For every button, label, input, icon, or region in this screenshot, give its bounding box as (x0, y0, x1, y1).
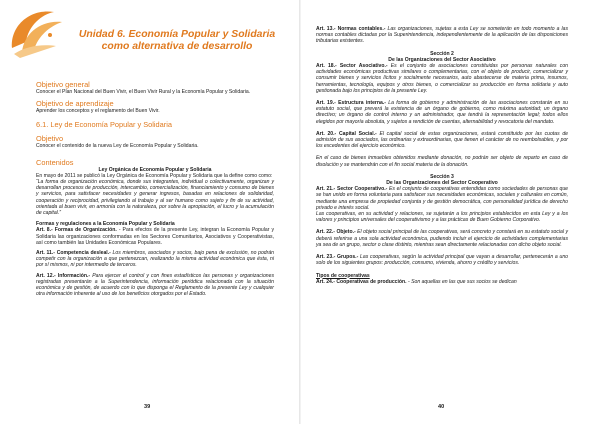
disolucion-text: En el caso de bienes inmuebles obtenidos mediante donación, no podrán ser objeto de reparto en caso de disolución y se mantendrán con el fin social materia de la donación. (316, 155, 568, 168)
art8-text: - Para efectos de la presente Ley, integran la Economía Popular y Solidaria las organizaciones conformadas en los Sectores Comunitarios, Asociativos y Cooperativistas, así como también las Unidades Económicas Populares. (36, 227, 274, 246)
art20-label: Art. 20.- Capital Social.- (316, 130, 377, 137)
art19-label: Art. 19.- Estructura interna.- (316, 100, 386, 107)
sec3-title: Sección 3 (430, 173, 454, 180)
art8-label: Art. 8.- Formas de Organización. (36, 227, 117, 234)
section-heading: 6.1. Ley de Economía Popular y Solidaria (36, 120, 172, 130)
art12-text: Para ejercer el control y con fines estadísticos las personas y organizaciones registradas presentarán a la Superintendencia, información periódica relacionada con la situación económica y de gestión, de acuerdo con lo que disponga el Reglamento de la presente Ley y cualquier otra información inherente al uso de los beneficios otorgados por el Estado. (36, 272, 274, 298)
art20-paragraph (316, 131, 568, 150)
art18-text: Es el conjunto de asociaciones constituidas por personas naturales con actividades económicas productivas similares o complementarias, con el objeto de producir, comercializar y consumir bienes y servicios lícitos y socialmente necesarios, auto abastecerse de materia prima, insumos, herramientas, tecnología, equipos y otros bienes, o comercializar su producción en forma solidaria y auto gestionada bajo los principios de la presente Ley. (316, 63, 568, 94)
unit-title-line1: Unidad 6. Economía Popular y Solidaria (78, 29, 276, 40)
art11-label: Art. 11.- Competencia desleal.- (36, 250, 111, 257)
page-number-right: 40 (438, 404, 445, 410)
unit-title-line2: como alternativa de desarrollo (101, 41, 253, 52)
intro-text: En mayo de 2011 se publicó la Ley Orgánica de Economía Popular y Solidaria que la define como como: (36, 172, 273, 179)
decorative-swirl-icon (6, 2, 70, 60)
right-page (300, 0, 600, 424)
ley-title: Ley Orgánica de Economía Popular y Solidaria (98, 166, 212, 173)
sec3-subtitle: De las Organizaciones del Sector Cooperativo (386, 180, 498, 187)
art12-label: Art. 12.- Información.- (36, 272, 91, 279)
art19-text: La forma de gobierno y administración de las asociaciones constarán en su estatuto social, que preverá la existencia de un órgano de gobierno, como máxima autoridad; un órgano directivo; un órgano de control interno y un administrador, que tendrá la representación legal; todos ellos elegidos por mayoría absoluta, y sujetos a rendición de cuentas, alternabilidad y revocatoria del mandato. (316, 100, 568, 125)
page-number-left: 39 (144, 404, 151, 410)
art24-paragraph (316, 279, 568, 285)
art8-paragraph (36, 227, 274, 246)
art11-text: Los miembros, asociados y socios, bajo pena de exclusión, no podrán competir con la organización a que pertenezcan, realizando la misma actividad económica que ésta, ni por sí mismos, ni por intermedio de terceros. (36, 250, 274, 269)
art23-paragraph (316, 254, 568, 266)
formas-heading: Formas y regulaciones a la Economía Popular y Solidaria (36, 221, 175, 228)
art22-label: Art. 22.- Objeto.- (316, 229, 356, 236)
objetivo-aprendizaje-heading: Objetivo de aprendizaje (36, 99, 114, 109)
art24-label: Art. 24.- Cooperativas de producción. (316, 278, 407, 285)
art13-paragraph (316, 26, 568, 45)
art21-label: Art. 21.- Sector Cooperativo.- (316, 186, 388, 193)
art18-paragraph (316, 63, 568, 94)
art21-paragraph (316, 186, 568, 211)
objetivo-aprendizaje-text: Aprender los conceptos y el reglamento del Buen Vivir. (36, 108, 160, 115)
objetivo-general-text: Conocer el Plan Nacional del Buen Vivir, el Buen Vivir Rural y la Economía Popular y Solidaria. (36, 89, 251, 95)
art21-text: Es el conjunto de cooperativas entendidas como sociedades de personas que se han unido en forma voluntaria para satisfacer sus necesidades económicas, sociales y culturales en común, mediante una empresa de propiedad conjunta y de gestión democrática, con personalidad jurídica de derecho privado e interés social. (316, 186, 568, 211)
art22-paragraph (316, 229, 568, 248)
objetivo-general-heading: Objetivo general (36, 80, 90, 89)
objetivo-text: Conocer el contenido de la nueva Ley de Economía Popular y Solidaria. (36, 143, 199, 150)
art24-text: - Son aquellas en las que sus socios se dedican (406, 278, 517, 285)
art19-paragraph (316, 100, 568, 125)
art13-text: Las organizaciones, sujetas a esta Ley se someterán en todo momento a las normas contables dictadas por la Superintendencia, independientemente de la aplicación de las disposiciones tributarias existentes. (316, 26, 568, 45)
objetivo-heading: Objetivo (36, 134, 64, 144)
quote-text: “La forma de organización económica, donde sus integrantes, individual o colectivamente, organizan y desarrollan procesos de producción, intercambio, comercialización, financiamiento y consumo de bienes y servicios, para satisfacer necesidades y generar ingresos, basadas en relaciones de solidaridad, cooperación y reciprocidad, privilegiando al trabajo y al ser humano como sujeto y fin de su actividad, orientada al buen vivir, en armonía con la naturaleza, por sobre la apropiación, el lucro y la acumulación de capital.” (36, 179, 274, 217)
art22-text: El objeto social principal de las cooperativas, será concreto y constará en su estatuto social y deberá referirse a una sola actividad económica, pudiendo incluir el ejercicio de actividades complementarias ya sea de un grupo, sector o clase distinto, mientras sean directamente relacionadas con dicho objeto social. (316, 229, 568, 248)
sec2-title: Sección 2 (430, 50, 454, 57)
art23-text: Las cooperativas, según la actividad principal que vayan a desarrollar, pertenecerán a uno solo de los siguientes grupos: producción, consumo, vivienda, ahorro y crédito y servicios. (316, 254, 569, 267)
art12-paragraph (36, 273, 274, 298)
left-content (36, 80, 274, 297)
contenidos-heading: Contenidos (36, 157, 74, 167)
art20-text: El capital social de estas organizaciones, estará constituido por las cuotas de admisión de sus asociados, las ordinarias y extraordinarias, que tienen el carácter de no reembolsables, y por los excedentes del ejercicio económico. (316, 130, 568, 150)
art13-label: Art. 13.- Normas contables.- (316, 26, 386, 32)
unit-title (62, 29, 292, 53)
tipos-heading: Tipos de cooperativas (316, 272, 370, 279)
art21-text2: Las cooperativas, en su actividad y relaciones, se sujetarán a los principios establecidos en esta Ley y a los valores y principios universales del cooperativismo y a las prácticas de Buen Gobierno Corporativo. (316, 211, 568, 224)
art18-label: Art. 18.- Sector Asociativo.- (316, 63, 388, 70)
right-content (316, 26, 568, 285)
art23-label: Art. 23.- Grupos.- (316, 254, 359, 261)
art11-paragraph (36, 250, 274, 269)
sec2-subtitle: De las Organizaciones del Sector Asociativo (388, 56, 496, 63)
